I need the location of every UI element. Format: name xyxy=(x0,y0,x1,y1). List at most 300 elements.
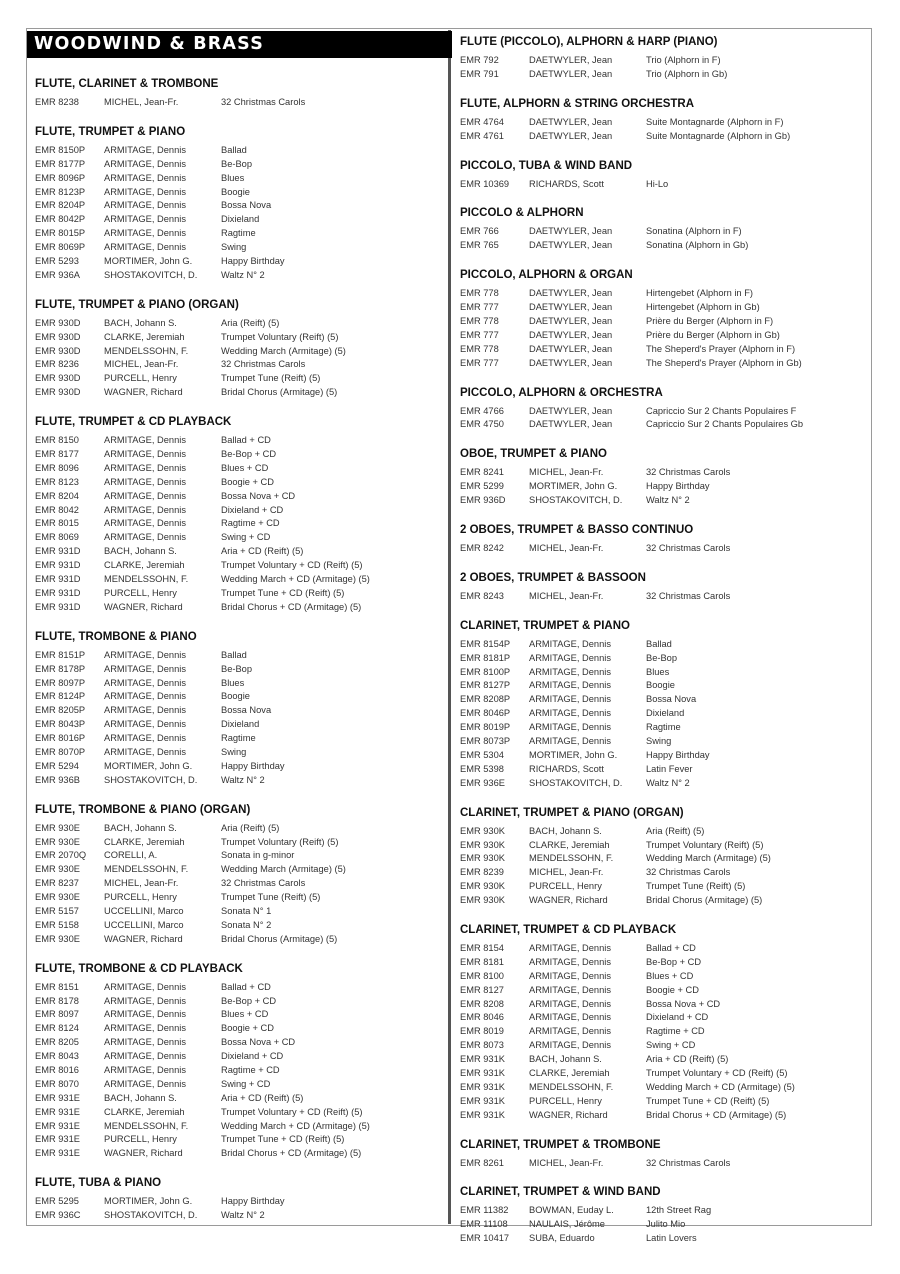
catalog-entry xyxy=(460,329,865,343)
catalog-entry xyxy=(460,852,865,866)
catalog-entry xyxy=(460,894,865,908)
composer-name: ARMITAGE, Dennis xyxy=(104,144,186,155)
work-title: Ragtime + CD xyxy=(221,518,280,529)
work-title: Ragtime xyxy=(646,722,681,733)
work-title: Sonata N° 2 xyxy=(221,919,272,930)
edition-number: EMR 8178 xyxy=(35,995,79,1006)
catalog-entry xyxy=(35,186,440,200)
edition-number: EMR 931D xyxy=(35,560,81,571)
catalog-entry xyxy=(460,693,865,707)
catalog-entry xyxy=(460,1067,865,1081)
composer-name: DAETWYLER, Jean xyxy=(529,130,613,141)
catalog-entry xyxy=(460,466,865,480)
catalog-entry xyxy=(460,116,865,130)
work-title: Capriccio Sur 2 Chants Populaires Gb xyxy=(646,419,804,430)
catalog-entry xyxy=(460,1232,865,1246)
catalog-entry xyxy=(460,763,865,777)
work-title: Waltz N° 2 xyxy=(221,269,265,280)
catalog-entry xyxy=(460,866,865,880)
composer-name: ARMITAGE, Dennis xyxy=(104,158,186,169)
edition-number: EMR 8177 xyxy=(35,449,79,460)
catalog-entry xyxy=(460,1053,865,1067)
composer-name: ARMITAGE, Dennis xyxy=(529,680,611,691)
work-title: Aria (Reift) (5) xyxy=(646,825,705,836)
composer-name: ARMITAGE, Dennis xyxy=(104,1064,186,1075)
catalog-entry xyxy=(460,1011,865,1025)
work-title: The Sheperd's Prayer (Alphorn in Gb) xyxy=(646,357,802,368)
catalog-section xyxy=(35,125,440,283)
catalog-entry xyxy=(460,839,865,853)
composer-name: MICHEL, Jean-Fr. xyxy=(529,590,604,601)
composer-name: SHOSTAKOVITCH, D. xyxy=(104,774,198,785)
catalog-entry xyxy=(35,255,440,269)
work-title: Dixieland + CD xyxy=(221,504,284,515)
catalog-entry xyxy=(35,677,440,691)
edition-number: EMR 930K xyxy=(460,881,505,892)
catalog-entry xyxy=(35,476,440,490)
composer-name: MICHEL, Jean-Fr. xyxy=(529,467,604,478)
edition-number: EMR 930E xyxy=(35,933,80,944)
catalog-entry xyxy=(460,301,865,315)
composer-name: RICHARDS, Scott xyxy=(529,178,604,189)
edition-number: EMR 8239 xyxy=(460,867,504,878)
composer-name: MORTIMER, John G. xyxy=(104,256,193,267)
edition-number: EMR 8097P xyxy=(35,677,86,688)
catalog-entry xyxy=(35,144,440,158)
catalog-entry xyxy=(35,573,440,587)
composer-name: ARMITAGE, Dennis xyxy=(529,666,611,677)
work-title: 32 Christmas Carols xyxy=(646,1157,731,1168)
catalog-entry xyxy=(35,1195,440,1209)
entry-list xyxy=(35,434,440,615)
work-title: Blues xyxy=(221,677,245,688)
work-title: Be-Bop xyxy=(646,652,678,663)
section-title: 2 OBOES, TRUMPET & BASSOON xyxy=(460,571,646,584)
catalog-section xyxy=(460,35,865,82)
work-title: 32 Christmas Carols xyxy=(646,543,731,554)
edition-number: EMR 4766 xyxy=(460,405,504,416)
catalog-entry xyxy=(460,542,865,556)
work-title: Blues + CD xyxy=(646,970,694,981)
composer-name: ARMITAGE, Dennis xyxy=(104,214,186,225)
entry-list xyxy=(35,317,440,400)
work-title: Trumpet Voluntary (Reift) (5) xyxy=(646,839,764,850)
catalog-entry xyxy=(35,227,440,241)
work-title: Boogie + CD xyxy=(646,984,699,995)
work-title: Swing xyxy=(221,746,247,757)
composer-name: ARMITAGE, Dennis xyxy=(104,1078,186,1089)
composer-name: ARMITAGE, Dennis xyxy=(104,504,186,515)
catalog-entry xyxy=(35,995,440,1009)
catalog-entry xyxy=(460,880,865,894)
work-title: Ballad xyxy=(646,638,672,649)
section-title: CLARINET, TRUMPET & WIND BAND xyxy=(460,1186,661,1199)
catalog-entry xyxy=(35,504,440,518)
edition-number: EMR 778 xyxy=(460,343,499,354)
edition-number: EMR 11382 xyxy=(460,1205,509,1216)
composer-name: UCCELLINI, Marco xyxy=(104,905,184,916)
section-title: FLUTE, TROMBONE & PIANO (ORGAN) xyxy=(35,803,251,816)
composer-name: MENDELSSOHN, F. xyxy=(104,864,189,875)
catalog-entry xyxy=(35,1022,440,1036)
entry-list xyxy=(460,178,865,192)
work-title: Sonatina (Alphorn in Gb) xyxy=(646,240,749,251)
edition-number: EMR 931D xyxy=(35,601,81,612)
work-title: Dixieland xyxy=(646,708,685,719)
composer-name: ARMITAGE, Dennis xyxy=(104,476,186,487)
composer-name: ARMITAGE, Dennis xyxy=(104,649,186,660)
work-title: Suite Montagnarde (Alphorn in F) xyxy=(646,116,784,127)
edition-number: EMR 8046 xyxy=(460,1012,504,1023)
composer-name: PURCELL, Henry xyxy=(529,1095,602,1106)
catalog-entry xyxy=(460,178,865,192)
catalog-entry xyxy=(35,345,440,359)
work-title: Boogie xyxy=(646,680,675,691)
work-title: 32 Christmas Carols xyxy=(221,359,306,370)
composer-name: ARMITAGE, Dennis xyxy=(529,638,611,649)
edition-number: EMR 8237 xyxy=(35,878,79,889)
work-title: Waltz N° 2 xyxy=(221,774,265,785)
composer-name: UCCELLINI, Marco xyxy=(104,919,184,930)
work-title: Swing xyxy=(221,242,247,253)
work-title: Ballad + CD xyxy=(221,435,271,446)
work-title: Happy Birthday xyxy=(221,760,285,771)
composer-name: MICHEL, Jean-Fr. xyxy=(529,543,604,554)
composer-name: PURCELL, Henry xyxy=(104,373,177,384)
composer-name: ARMITAGE, Dennis xyxy=(529,708,611,719)
composer-name: MORTIMER, John G. xyxy=(104,1196,193,1207)
work-title: 32 Christmas Carols xyxy=(646,867,731,878)
section-title: CLARINET, TRUMPET & PIANO xyxy=(460,619,630,632)
edition-number: EMR 8070 xyxy=(35,1078,79,1089)
section-title: FLUTE, TROMBONE & CD PLAYBACK xyxy=(35,962,243,975)
work-title: Trumpet Tune + CD (Reift) (5) xyxy=(646,1095,770,1106)
catalog-entry xyxy=(460,777,865,791)
composer-name: CLARKE, Jeremiah xyxy=(529,839,610,850)
section-title: PICCOLO, ALPHORN & ORCHESTRA xyxy=(460,386,663,399)
composer-name: CLARKE, Jeremiah xyxy=(104,560,185,571)
composer-name: MENDELSSOHN, F. xyxy=(104,1120,189,1131)
composer-name: WAGNER, Richard xyxy=(104,601,183,612)
edition-number: EMR 931K xyxy=(460,1054,505,1065)
work-title: Be-Bop xyxy=(221,158,253,169)
composer-name: DAETWYLER, Jean xyxy=(529,343,613,354)
entry-list xyxy=(35,649,440,788)
edition-number: EMR 8073 xyxy=(460,1040,504,1051)
catalog-section xyxy=(460,571,865,604)
work-title: Sonata in g-minor xyxy=(221,850,295,861)
edition-number: EMR 5293 xyxy=(35,256,79,267)
edition-number: EMR 930E xyxy=(35,836,80,847)
catalog-entry xyxy=(35,1050,440,1064)
composer-name: ARMITAGE, Dennis xyxy=(104,1037,186,1048)
work-title: Capriccio Sur 2 Chants Populaires F xyxy=(646,405,797,416)
edition-number: EMR 8150 xyxy=(35,435,79,446)
catalog-entry xyxy=(35,663,440,677)
edition-number: EMR 8241 xyxy=(460,467,504,478)
work-title: Hirtengebet (Alphorn in Gb) xyxy=(646,302,760,313)
composer-name: MORTIMER, John G. xyxy=(529,481,618,492)
catalog-entry xyxy=(35,462,440,476)
edition-number: EMR 931E xyxy=(35,1106,80,1117)
entry-list xyxy=(460,54,865,82)
composer-name: ARMITAGE, Dennis xyxy=(104,228,186,239)
work-title: Julito Mio xyxy=(646,1219,686,1230)
catalog-entry xyxy=(35,690,440,704)
composer-name: WAGNER, Richard xyxy=(529,1109,608,1120)
edition-number: EMR 765 xyxy=(460,240,499,251)
catalog-entry xyxy=(35,849,440,863)
edition-number: EMR 10417 xyxy=(460,1233,510,1244)
edition-number: EMR 8208 xyxy=(460,998,504,1009)
work-title: Bridal Chorus (Armitage) (5) xyxy=(221,933,338,944)
composer-name: MICHEL, Jean-Fr. xyxy=(529,867,604,878)
work-title: Sonata N° 1 xyxy=(221,905,272,916)
catalog-entry xyxy=(35,158,440,172)
catalog-entry xyxy=(460,357,865,371)
entry-list xyxy=(35,822,440,947)
section-title: CLARINET, TRUMPET & PIANO (ORGAN) xyxy=(460,806,684,819)
catalog-entry xyxy=(460,315,865,329)
catalog-entry xyxy=(35,1133,440,1147)
catalog-entry xyxy=(35,1106,440,1120)
composer-name: BACH, Johann S. xyxy=(104,1092,177,1103)
entry-list xyxy=(460,287,865,370)
edition-number: EMR 4750 xyxy=(460,419,504,430)
composer-name: DAETWYLER, Jean xyxy=(529,419,613,430)
composer-name: BOWMAN, Euday L. xyxy=(529,1205,614,1216)
catalog-entry xyxy=(35,649,440,663)
composer-name: ARMITAGE, Dennis xyxy=(104,663,186,674)
edition-number: EMR 8019P xyxy=(460,722,511,733)
edition-number: EMR 8124P xyxy=(35,691,86,702)
edition-number: EMR 8042P xyxy=(35,214,86,225)
edition-number: EMR 931E xyxy=(35,1148,80,1159)
catalog-entry xyxy=(460,984,865,998)
edition-number: EMR 777 xyxy=(460,329,499,340)
catalog-entry xyxy=(35,213,440,227)
edition-number: EMR 8205 xyxy=(35,1037,79,1048)
edition-number: EMR 8124 xyxy=(35,1023,79,1034)
catalog-entry xyxy=(35,172,440,186)
composer-name: CORELLI, A. xyxy=(104,850,158,861)
work-title: 32 Christmas Carols xyxy=(646,590,731,601)
composer-name: WAGNER, Richard xyxy=(104,933,183,944)
entry-list xyxy=(460,466,865,508)
section-title: FLUTE (PICCOLO), ALPHORN & HARP (PIANO) xyxy=(460,36,718,48)
entry-list xyxy=(460,825,865,908)
edition-number: EMR 931K xyxy=(460,1081,505,1092)
composer-name: DAETWYLER, Jean xyxy=(529,116,613,127)
catalog-entry xyxy=(35,331,440,345)
catalog-entry xyxy=(460,825,865,839)
work-title: Trumpet Tune (Reift) (5) xyxy=(646,881,746,892)
edition-number: EMR 8096P xyxy=(35,172,86,183)
edition-number: EMR 931K xyxy=(460,1109,505,1120)
work-title: Swing + CD xyxy=(646,1040,696,1051)
work-title: Wedding March (Armitage) (5) xyxy=(221,345,346,356)
composer-name: MENDELSSOHN, F. xyxy=(104,574,189,585)
work-title: Latin Fever xyxy=(646,763,693,774)
catalog-entry xyxy=(460,1039,865,1053)
catalog-entry xyxy=(460,1109,865,1123)
composer-name: DAETWYLER, Jean xyxy=(529,68,613,79)
work-title: Swing xyxy=(646,736,672,747)
edition-number: EMR 930K xyxy=(460,825,505,836)
catalog-section xyxy=(460,523,865,556)
composer-name: ARMITAGE, Dennis xyxy=(104,462,186,473)
catalog-entry xyxy=(35,774,440,788)
entry-list xyxy=(460,590,865,604)
catalog-entry xyxy=(35,1036,440,1050)
edition-number: EMR 930K xyxy=(460,895,505,906)
catalog-entry xyxy=(35,448,440,462)
edition-number: EMR 791 xyxy=(460,68,499,79)
catalog-entry xyxy=(460,130,865,144)
composer-name: PURCELL, Henry xyxy=(104,1134,177,1145)
work-title: Wedding March + CD (Armitage) (5) xyxy=(646,1081,795,1092)
work-title: Prière du Berger (Alphorn in Gb) xyxy=(646,329,780,340)
edition-number: EMR 8154P xyxy=(460,638,511,649)
work-title: Waltz N° 2 xyxy=(646,495,690,506)
catalog-entry xyxy=(35,199,440,213)
edition-number: EMR 8042 xyxy=(35,504,79,515)
section-banner xyxy=(27,31,452,58)
composer-name: MENDELSSOHN, F. xyxy=(104,345,189,356)
composer-name: DAETWYLER, Jean xyxy=(529,288,613,299)
catalog-entry xyxy=(460,343,865,357)
work-title: Happy Birthday xyxy=(646,481,710,492)
work-title: Suite Montagnarde (Alphorn in Gb) xyxy=(646,130,791,141)
catalog-entry xyxy=(35,434,440,448)
composer-name: SHOSTAKOVITCH, D. xyxy=(104,1210,198,1221)
section-title: FLUTE, TRUMPET & CD PLAYBACK xyxy=(35,416,232,429)
composer-name: DAETWYLER, Jean xyxy=(529,240,613,251)
catalog-entry xyxy=(35,718,440,732)
edition-number: EMR 936B xyxy=(35,774,80,785)
catalog-section xyxy=(460,806,865,908)
work-title: Trumpet Tune (Reift) (5) xyxy=(221,892,321,903)
catalog-entry xyxy=(35,269,440,283)
edition-number: EMR 8127P xyxy=(460,680,511,691)
composer-name: PURCELL, Henry xyxy=(529,881,602,892)
work-title: Ballad xyxy=(221,144,247,155)
composer-name: BACH, Johann S. xyxy=(529,825,602,836)
edition-number: EMR 8100P xyxy=(460,666,511,677)
edition-number: EMR 930K xyxy=(460,853,505,864)
catalog-entry xyxy=(460,418,865,432)
work-title: Bridal Chorus + CD (Armitage) (5) xyxy=(646,1109,787,1120)
work-title: Latin Lovers xyxy=(646,1233,697,1244)
composer-name: ARMITAGE, Dennis xyxy=(104,981,186,992)
edition-number: EMR 931D xyxy=(35,574,81,585)
work-title: Happy Birthday xyxy=(646,749,710,760)
section-title: PICCOLO, ALPHORN & ORGAN xyxy=(460,269,633,282)
edition-number: EMR 8236 xyxy=(35,359,79,370)
work-title: Ragtime xyxy=(221,228,256,239)
work-title: Bridal Chorus (Armitage) (5) xyxy=(646,895,763,906)
composer-name: ARMITAGE, Dennis xyxy=(104,490,186,501)
catalog-section xyxy=(35,1176,440,1223)
catalog-entry xyxy=(35,746,440,760)
edition-number: EMR 8015P xyxy=(35,228,86,239)
catalog-section xyxy=(460,97,865,144)
catalog-entry xyxy=(460,1157,865,1171)
edition-number: EMR 931E xyxy=(35,1092,80,1103)
work-title: Blues xyxy=(646,666,670,677)
catalog-entry xyxy=(460,652,865,666)
entry-list xyxy=(35,981,440,1162)
composer-name: ARMITAGE, Dennis xyxy=(104,691,186,702)
composer-name: ARMITAGE, Dennis xyxy=(104,186,186,197)
composer-name: MICHEL, Jean-Fr. xyxy=(529,1157,604,1168)
composer-name: ARMITAGE, Dennis xyxy=(104,719,186,730)
work-title: Be-Bop + CD xyxy=(221,449,277,460)
catalog-section xyxy=(35,803,440,947)
catalog-entry xyxy=(35,905,440,919)
composer-name: ARMITAGE, Dennis xyxy=(104,1051,186,1062)
catalog-entry xyxy=(35,559,440,573)
catalog-entry xyxy=(460,1095,865,1109)
banner-title: WOODWIND & BRASS xyxy=(34,34,264,54)
work-title: Dixieland xyxy=(221,719,260,730)
work-title: Hirtengebet (Alphorn in F) xyxy=(646,288,753,299)
work-title: Trumpet Tune + CD (Reift) (5) xyxy=(221,587,345,598)
catalog-entry xyxy=(460,970,865,984)
composer-name: BACH, Johann S. xyxy=(104,317,177,328)
work-title: Hi-Lo xyxy=(646,178,669,189)
work-title: Be-Bop xyxy=(221,663,253,674)
work-title: Trumpet Voluntary (Reift) (5) xyxy=(221,836,339,847)
catalog-entry xyxy=(35,241,440,255)
composer-name: ARMITAGE, Dennis xyxy=(104,733,186,744)
work-title: Trumpet Voluntary + CD (Reift) (5) xyxy=(221,1106,363,1117)
composer-name: BACH, Johann S. xyxy=(104,546,177,557)
work-title: Swing + CD xyxy=(221,532,271,543)
work-title: Trio (Alphorn in Gb) xyxy=(646,68,728,79)
section-title: FLUTE, ALPHORN & STRING ORCHESTRA xyxy=(460,97,695,110)
catalog-section xyxy=(460,619,865,791)
catalog-entry xyxy=(460,68,865,82)
catalog-entry xyxy=(460,707,865,721)
edition-number: EMR 930D xyxy=(35,331,81,342)
composer-name: PURCELL, Henry xyxy=(104,587,177,598)
work-title: Trumpet Voluntary (Reift) (5) xyxy=(221,331,339,342)
work-title: Dixieland xyxy=(221,214,260,225)
work-title: Dixieland + CD xyxy=(221,1051,284,1062)
edition-number: EMR 8261 xyxy=(460,1157,504,1168)
composer-name: ARMITAGE, Dennis xyxy=(529,984,611,995)
catalog-entry xyxy=(460,480,865,494)
edition-number: EMR 5299 xyxy=(460,481,504,492)
edition-number: EMR 8046P xyxy=(460,708,511,719)
left-column xyxy=(35,77,440,1223)
catalog-entry xyxy=(35,981,440,995)
edition-number: EMR 4764 xyxy=(460,116,504,127)
composer-name: MICHEL, Jean-Fr. xyxy=(104,878,179,889)
catalog-entry xyxy=(35,1147,440,1161)
work-title: Sonatina (Alphorn in F) xyxy=(646,226,742,237)
edition-number: EMR 8151P xyxy=(35,649,86,660)
catalog-entry xyxy=(460,666,865,680)
edition-number: EMR 931D xyxy=(35,587,81,598)
edition-number: EMR 5304 xyxy=(460,749,504,760)
work-title: Trumpet Tune + CD (Reift) (5) xyxy=(221,1134,345,1145)
edition-number: EMR 936D xyxy=(460,495,506,506)
edition-number: EMR 8069 xyxy=(35,532,79,543)
work-title: Wedding March + CD (Armitage) (5) xyxy=(221,574,370,585)
catalog-entry xyxy=(460,54,865,68)
